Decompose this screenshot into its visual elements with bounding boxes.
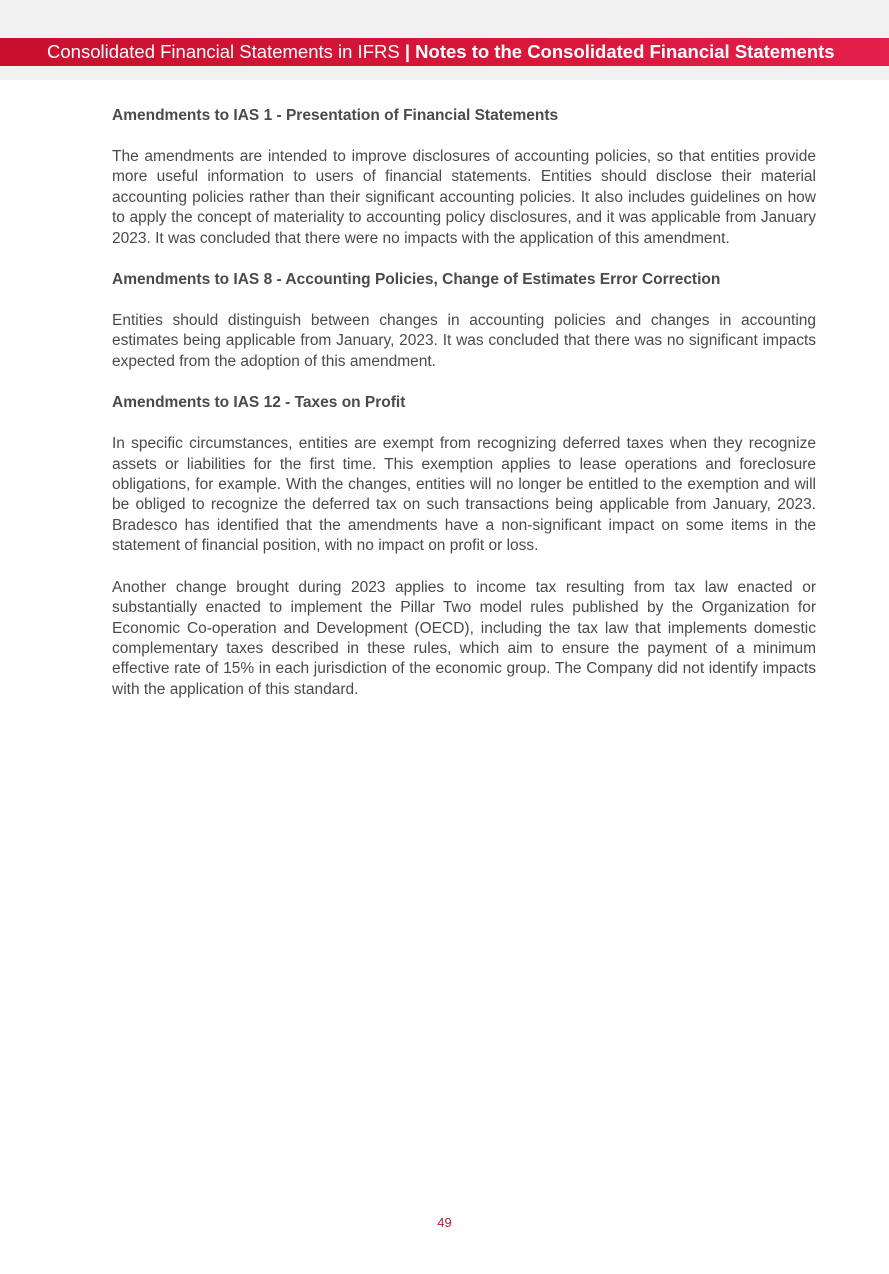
page-number: 49 xyxy=(437,1215,452,1230)
page-content xyxy=(112,106,816,721)
section-heading: Amendments to IAS 8 - Accounting Policies, Change of Estimates Error Correction xyxy=(112,271,721,289)
section-ias1 xyxy=(112,106,816,249)
header-underbar xyxy=(0,66,889,80)
header-subsection-title: Notes to the Consolidated Financial Statements xyxy=(415,41,835,62)
header-separator: | xyxy=(399,41,416,62)
header-section-title: Consolidated Financial Statements in IFRS xyxy=(47,41,400,62)
header-bar xyxy=(0,38,889,66)
section-paragraph: The amendments are intended to improve disclosures of accounting policies, so that entities provide more useful information to users of financial statements. Entities should disclose their material accounting policies rather than their significant accounting policies. It also includes guidelines on how to apply the concept of materiality to accounting policy disclosures, and it was applicable from January 2023. It was concluded that there were no impacts with the application of this amendment. xyxy=(112,148,816,247)
section-ias12 xyxy=(112,393,816,700)
section-paragraph: Another change brought during 2023 applies to income tax resulting from tax law enacted or substantially enacted to implement the Pillar Two model rules published by the Organization for Economic Co-operation and Development (OECD), including the tax law that implements domestic complementary taxes described in these rules, which aim to ensure the payment of a minimum effective rate of 15% in each jurisdiction of the economic group. The Company did not identify impacts with the application of this standard. xyxy=(112,578,816,698)
section-paragraph: In specific circumstances, entities are exempt from recognizing deferred taxes when they recognize assets or liabilities for the first time. This exemption applies to lease operations and foreclosure obligations, for example. With the changes, entities will no longer be entitled to the exemption and will be obliged to recognize the deferred tax on such transactions being applicable from January, 2023. Bradesco has identified that the amendments have a non-significant impact on some items in the statement of financial position, with no impact on profit or loss. xyxy=(112,435,816,555)
section-heading: Amendments to IAS 1 - Presentation of Financial Statements xyxy=(112,107,559,124)
section-heading: Amendments to IAS 12 - Taxes on Profit xyxy=(112,394,406,412)
section-paragraph: Entities should distinguish between changes in accounting policies and changes in accounting estimates being applicable from January, 2023. It was concluded that there was no significant impacts expected from the adoption of this amendment. xyxy=(112,312,816,370)
section-ias8 xyxy=(112,270,816,372)
top-strip xyxy=(0,0,889,38)
